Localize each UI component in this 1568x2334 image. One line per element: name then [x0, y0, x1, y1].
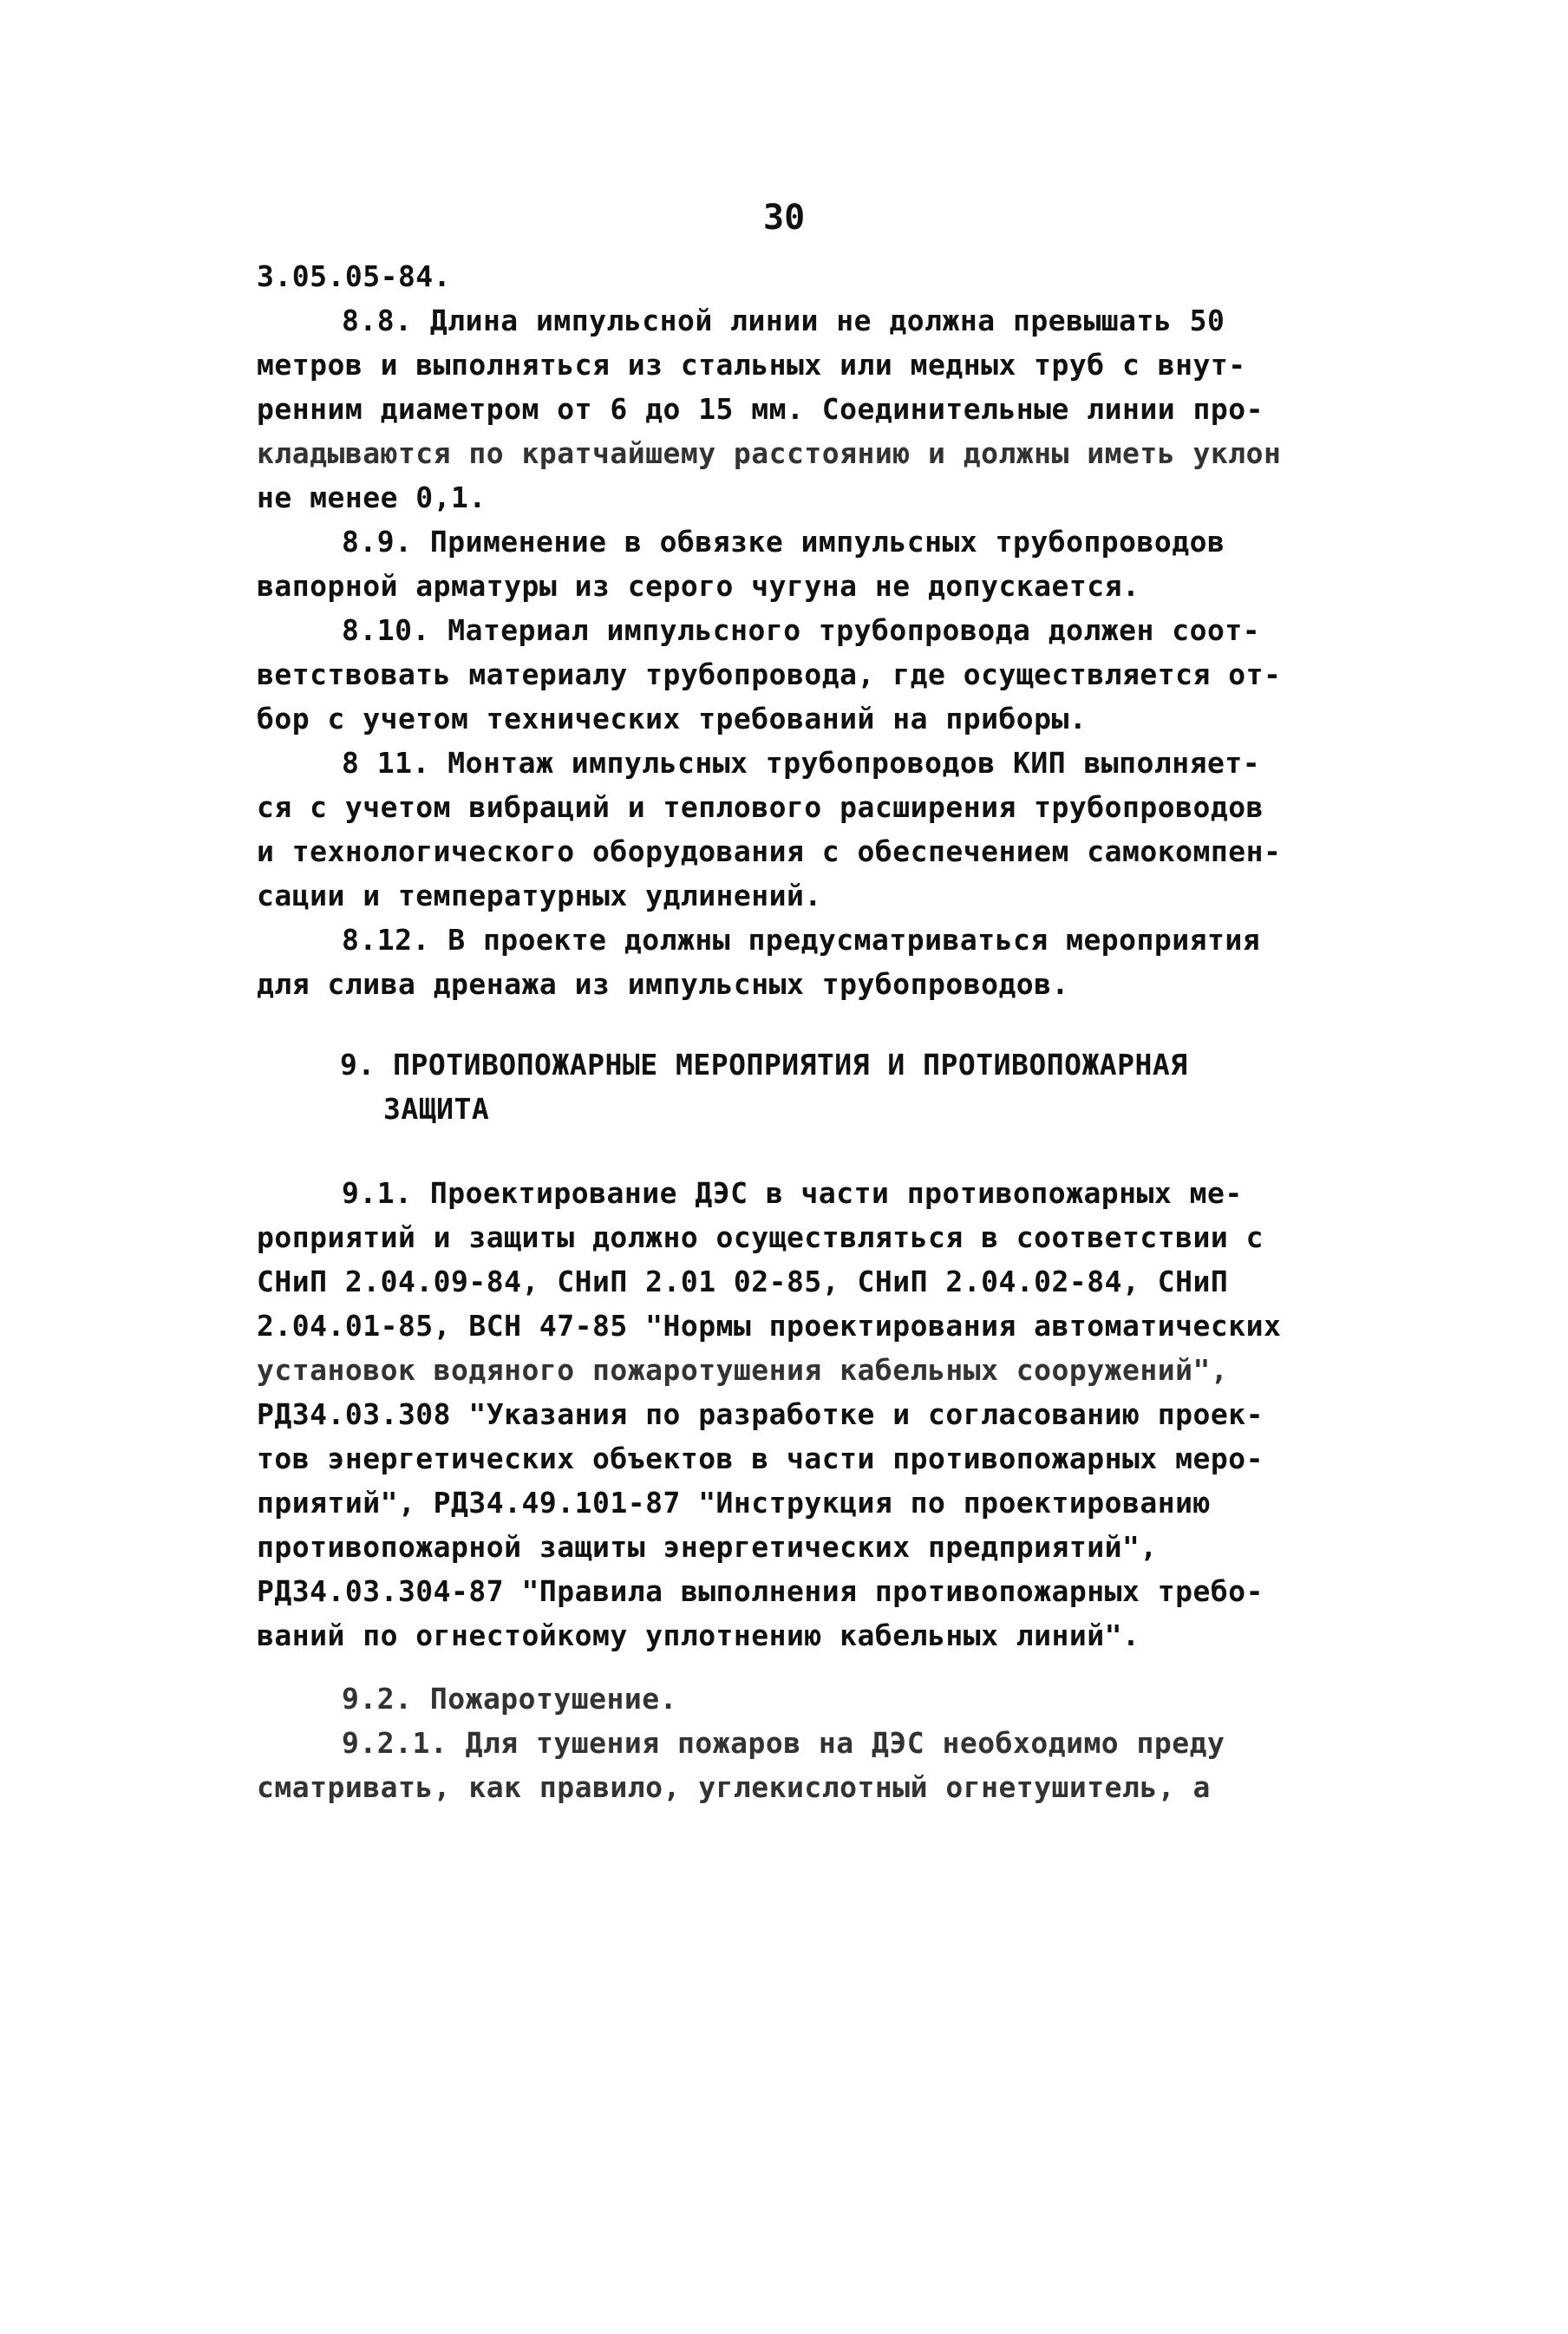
text-line: не менее 0,1.: [257, 481, 487, 514]
text-line: и технологического оборудования с обеспечением самокомпен-: [257, 834, 1282, 868]
paragraph-8-9-start: 8.9. Применение в обвязке импульсных трубопроводов: [342, 525, 1225, 559]
paragraph-8-8-start: 8.8. Длина импульсной линии не должна превышать 50: [342, 304, 1225, 337]
text-line: роприятий и защиты должно осуществляться в соответствии с: [257, 1220, 1264, 1254]
text-line: ваний по огнестойкому уплотнению кабельных линий".: [257, 1618, 1140, 1652]
text-line: ветствовать материалу трубопровода, где осуществляется от-: [257, 657, 1282, 691]
text-line: противопожарной защиты энергетических предприятий",: [257, 1530, 1158, 1564]
section-heading-continued: ЗАЩИТА: [383, 1092, 490, 1126]
text-line: бор с учетом технических требований на приборы.: [257, 702, 1088, 736]
text-line: РД34.03.304-87 "Правила выполнения противопожарных требо-: [257, 1574, 1264, 1608]
paragraph-9-1-start: 9.1. Проектирование ДЭС в части противопожарных ме-: [342, 1176, 1243, 1210]
paragraph-9-2-1-start: 9.2.1. Для тушения пожаров на ДЭС необходимо преду: [342, 1726, 1225, 1760]
text-line: установок водяного пожаротушения кабельных сооружений",: [257, 1353, 1229, 1387]
text-line: ренним диаметром от 6 до 15 мм. Соединительные линии про-: [257, 392, 1264, 426]
text-line: для слива дренажа из импульсных трубопроводов.: [257, 967, 1069, 1001]
text-line: вапорной арматуры из серого чугуна не допускается.: [257, 569, 1140, 603]
body-text: [257, 254, 1297, 1809]
text-line: тов энергетических объектов в части противопожарных меро-: [257, 1442, 1264, 1475]
text-line: приятий", РД34.49.101-87 "Инструкция по проектированию: [257, 1486, 1211, 1520]
paragraph-9-2-start: 9.2. Пожаротушение.: [342, 1682, 677, 1716]
text-line: кладываются по кратчайшему расстоянию и должны иметь уклон: [257, 436, 1282, 470]
text-line: сматривать, как правило, углекислотный огнетушитель, а: [257, 1770, 1211, 1804]
page-number: 30: [763, 198, 806, 238]
paragraph-8-11-start: 8 11. Монтаж импульсных трубопроводов КИП выполняет-: [342, 746, 1261, 780]
text-line: 3.05.05-84.: [257, 259, 452, 293]
text-line: ся с учетом вибраций и теплового расширения трубопроводов: [257, 790, 1264, 824]
text-line: сации и температурных удлинений.: [257, 879, 822, 912]
text-line: метров и выполняться из стальных или медных труб с внут-: [257, 348, 1246, 382]
section-heading: 9. ПРОТИВОПОЖАРНЫЕ МЕРОПРИЯТИЯ И ПРОТИВОПОЖАРНАЯ: [340, 1048, 1188, 1082]
text-line: СНиП 2.04.09-84, СНиП 2.01 02-85, СНиП 2.04.02-84, СНиП: [257, 1265, 1229, 1298]
text-line: 2.04.01-85, ВСН 47-85 "Нормы проектирования автоматических: [257, 1309, 1282, 1343]
text-line: РД34.03.308 "Указания по разработке и согласованию проек-: [257, 1397, 1264, 1431]
paragraph-8-12-start: 8.12. В проекте должны предусматриваться мероприятия: [342, 923, 1261, 957]
paragraph-8-10-start: 8.10. Материал импульсного трубопровода должен соот-: [342, 613, 1261, 647]
